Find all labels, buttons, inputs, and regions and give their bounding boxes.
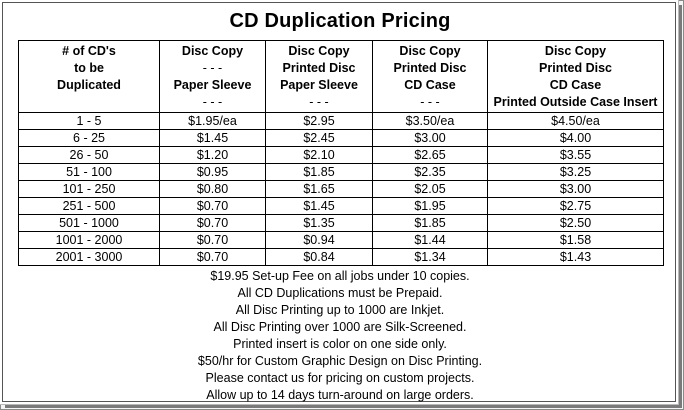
price-cell: $1.43 (488, 249, 664, 266)
column-header (160, 41, 266, 113)
column-header-line: Disc Copy (288, 44, 350, 58)
price-cell: $3.25 (488, 164, 664, 181)
column-header-line: Printed Disc (282, 61, 356, 75)
column-header (373, 41, 488, 113)
quantity-cell: 501 - 1000 (19, 215, 160, 232)
table-row (19, 164, 664, 181)
column-header-line: Disc Copy (544, 44, 607, 58)
price-cell: $1.35 (266, 215, 373, 232)
column-header-line: Printed Disc (393, 61, 467, 75)
column-header-line: # of CD's (62, 44, 116, 58)
price-cell: $3.50/ea (373, 113, 488, 130)
price-cell: $0.84 (266, 249, 373, 266)
price-cell: $1.44 (373, 232, 488, 249)
price-cell: $2.50 (488, 215, 664, 232)
page-title: CD Duplication Pricing (229, 10, 451, 32)
table-row (19, 147, 664, 164)
price-cell: $1.20 (160, 147, 266, 164)
price-cell: $1.65 (266, 181, 373, 198)
column-header-line: Duplicated (57, 78, 121, 92)
note-line: $19.95 Set-up Fee on all jobs under 10 copies. (210, 269, 470, 283)
price-cell: $1.85 (373, 215, 488, 232)
column-header-line: Disc Copy (181, 44, 244, 58)
column-header-line: CD Case (549, 78, 602, 92)
quantity-cell: 1001 - 2000 (19, 232, 160, 249)
table-row (19, 232, 664, 249)
quantity-cell: 6 - 25 (19, 130, 160, 147)
note-line: Please contact us for pricing on custom projects. (205, 371, 475, 385)
notes-list (3, 268, 677, 404)
price-cell: $2.05 (373, 181, 488, 198)
price-cell: $2.10 (266, 147, 373, 164)
column-header-line: - - - (202, 95, 223, 109)
header-row (19, 41, 664, 113)
price-cell: $1.34 (373, 249, 488, 266)
column-header-line: Paper Sleeve (173, 78, 252, 92)
price-cell: $0.70 (160, 232, 266, 249)
price-cell: $2.95 (266, 113, 373, 130)
table-row (19, 249, 664, 266)
price-cell: $0.70 (160, 215, 266, 232)
price-cell: $1.58 (488, 232, 664, 249)
quantity-cell: 2001 - 3000 (19, 249, 160, 266)
table-row (19, 113, 664, 130)
table-row (19, 198, 664, 215)
quantity-cell: 251 - 500 (19, 198, 160, 215)
column-header-line: Disc Copy (399, 44, 461, 58)
note-line: $50/hr for Custom Graphic Design on Disc Printing. (197, 354, 483, 368)
price-cell: $2.35 (373, 164, 488, 181)
column-header-line: Printed Disc (539, 61, 612, 75)
price-cell: $2.45 (266, 130, 373, 147)
price-cell: $0.70 (160, 198, 266, 215)
note-line: Allow up to 14 days turn-around on large orders. (206, 388, 474, 402)
column-header-line: - - - (420, 95, 440, 109)
price-cell: $2.75 (488, 198, 664, 215)
pricing-table (18, 40, 664, 266)
note-line: All Disc Printing over 1000 are Silk-Screened. (213, 320, 467, 334)
price-cell: $1.95/ea (160, 113, 266, 130)
price-cell: $1.85 (266, 164, 373, 181)
column-header-line: Printed Outside Case Insert (493, 95, 658, 109)
column-header-line: - - - (309, 95, 329, 109)
price-cell: $1.45 (160, 130, 266, 147)
note-line: All CD Duplications must be Prepaid. (237, 286, 443, 300)
price-cell: $3.55 (488, 147, 664, 164)
price-cell: $0.94 (266, 232, 373, 249)
price-cell: $0.70 (160, 249, 266, 266)
price-cell: $4.50/ea (488, 113, 664, 130)
quantity-cell: 101 - 250 (19, 181, 160, 198)
price-cell: $4.00 (488, 130, 664, 147)
column-header-line: Paper Sleeve (280, 78, 358, 92)
column-header (488, 41, 664, 113)
note-line: Printed insert is color on one side only. (233, 337, 447, 351)
price-cell: $3.00 (488, 181, 664, 198)
table-row (19, 130, 664, 147)
quantity-cell: 26 - 50 (19, 147, 160, 164)
table-row (19, 215, 664, 232)
price-cell: $3.00 (373, 130, 488, 147)
note-line: All Disc Printing up to 1000 are Inkjet. (235, 303, 445, 317)
table-body (19, 113, 664, 266)
column-header (266, 41, 373, 113)
pricing-card (2, 2, 676, 402)
column-header-line: to be (74, 61, 104, 75)
price-cell: $1.45 (266, 198, 373, 215)
column-header-line: - - - (202, 61, 223, 75)
column-header (19, 41, 160, 113)
price-cell: $2.65 (373, 147, 488, 164)
table-row (19, 181, 664, 198)
quantity-cell: 51 - 100 (19, 164, 160, 181)
price-cell: $1.95 (373, 198, 488, 215)
column-header-line: CD Case (404, 78, 456, 92)
quantity-cell: 1 - 5 (19, 113, 160, 130)
price-cell: $0.95 (160, 164, 266, 181)
price-cell: $0.80 (160, 181, 266, 198)
